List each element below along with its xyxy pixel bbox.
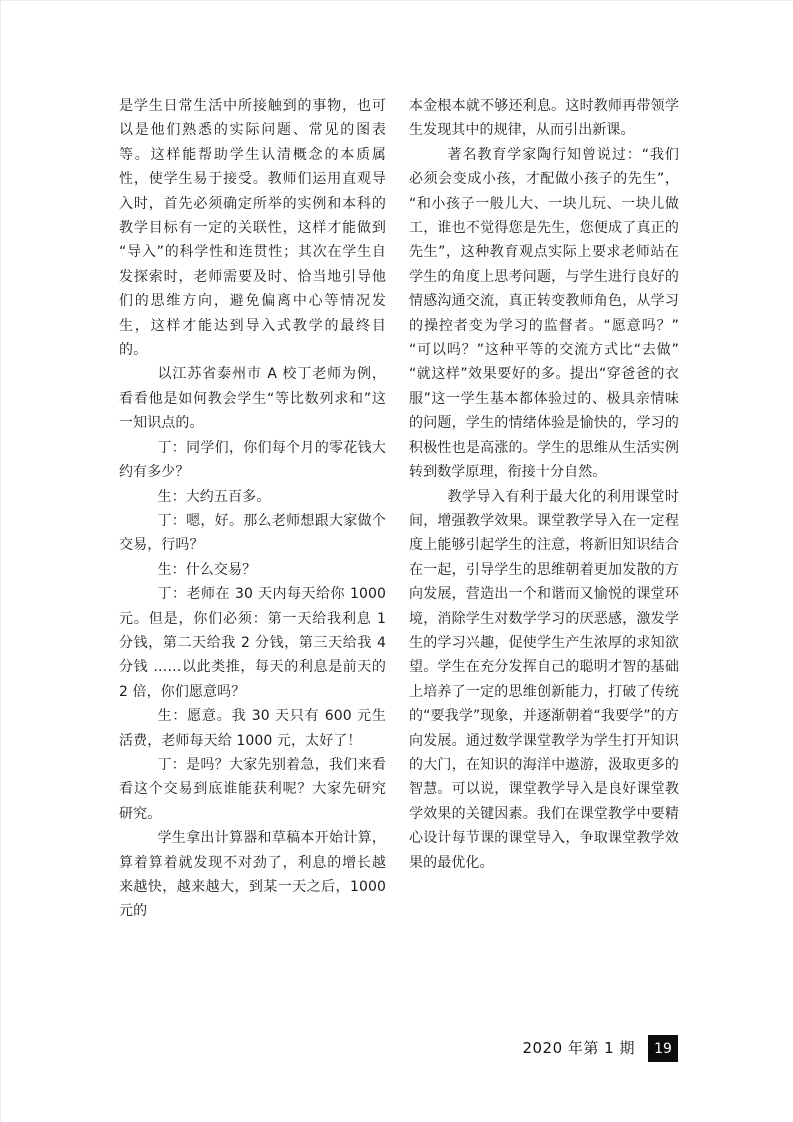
dialogue-line-teacher: 丁：同学们，你们每个月的零花钱大约有多少？ bbox=[119, 439, 386, 481]
right-column bbox=[409, 94, 679, 924]
dialogue-line-student: 生：大约五百多。 bbox=[157, 488, 271, 505]
paragraph-tao-xingzhi-quote: 著名教育学家陶行知曾说过：“我们必须会变成小孩，才配做小孩子的先生”，“和小孩子一般儿大、一块儿玩、一块儿做工，谁也不觉得您是先生，您便成了真正的先生”，这种教育观点实际上要求老师站在学生的角度上思考问题，与学生进行良好的情感沟通交流，真正转变教师角色，从学习的操控者变为学习的监督者。“愿意吗？”“可以吗？”这种平等的交流方式比“去做”“就这样”效果要好的多。提出“穿爸爸的衣服”这一学生基本都体验过的、极具亲情味的问题，学生的情绪体验是愉快的，学习的积极性也是高涨的。学生的思维从生活实例转到数学原理，衔接十分自然。 bbox=[409, 146, 679, 481]
paragraph-continuation: 本金根本就不够还利息。这时教师再带领学生发现其中的规律，从而引出新课。 bbox=[409, 98, 679, 139]
dialogue-line-student: 生：什么交易？ bbox=[157, 561, 257, 578]
page-content bbox=[119, 94, 679, 924]
page-number-badge: 19 bbox=[648, 1035, 678, 1062]
paragraph-example-intro: 以江苏省泰州市 A 校丁老师为例，看看他是如何教会学生“等比数列求和”这一知识点的。 bbox=[119, 366, 386, 432]
dialogue-line-teacher: 丁：老师在 30 天内每天给你 1000 元。但是，你们必须：第一天给我利息 1 分钱，第二天给我 2 分钱，第三天给我 4 分钱 ……以此类推，每天的利息是前天的 2 倍，你们愿意吗？ bbox=[119, 586, 386, 700]
paragraph-conclusion: 教学导入有利于最大化的利用课堂时间，增强教学效果。课堂教学导入在一定程度上能够引起学生的注意，将新旧知识结合在一起，引导学生的思维朝着更加发散的方向发展，营造出一个和谐而又愉悦的课堂环境，消除学生对数学学习的厌恶感，激发学生的学习兴趣，促使学生产生浓厚的求知欲望。学生在充分发挥自己的聪明才智的基础上培养了一定的思维创新能力，打破了传统的“要我学”现象，并逐渐朝着“我要学”的方向发展。通过数学课堂教学为学生打开知识的大门，在知识的海洋中遨游，汲取更多的智慧。可以说，课堂教学导入是良好课堂教学效果的关键因素。我们在课堂教学中要精心设计每节课的课堂导入，争取课堂教学效果的最优化。 bbox=[409, 488, 679, 871]
paragraph-narration: 学生拿出计算器和草稿本开始计算，算着算着就发现不对劲了，利息的增长越来越快，越来越大，到某一天之后，1000 元的 bbox=[119, 830, 386, 920]
left-column bbox=[119, 94, 386, 924]
paragraph-continuation: 是学生日常生活中所接触到的事物，也可以是他们熟悉的实际问题、常见的图表等。这样能帮助学生认清概念的本质属性，使学生易于接受。教师们运用直观导入时，首先必须确定所举的实例和本科的教学目标有一定的关联性，这样才能做到“导入”的科学性和连贯性；其次在学生自发探索时，老师需要及时、恰当地引导他们的思维方向，避免偏离中心等情况发生，这样才能达到导入式教学的最终目的。 bbox=[119, 98, 386, 359]
dialogue-line-student: 生：愿意。我 30 天只有 600 元生活费，老师每天给 1000 元，太好了！ bbox=[119, 708, 386, 749]
issue-label: 2020 年第 1 期 bbox=[522, 1039, 635, 1057]
dialogue-line-teacher: 丁：嗯，好。那么老师想跟大家做个交易，行吗？ bbox=[119, 512, 386, 554]
dialogue-line-teacher: 丁：是吗？大家先别着急，我们来看看这个交易到底谁能获利呢？大家先研究研究。 bbox=[119, 756, 386, 822]
page-footer bbox=[522, 1035, 678, 1062]
